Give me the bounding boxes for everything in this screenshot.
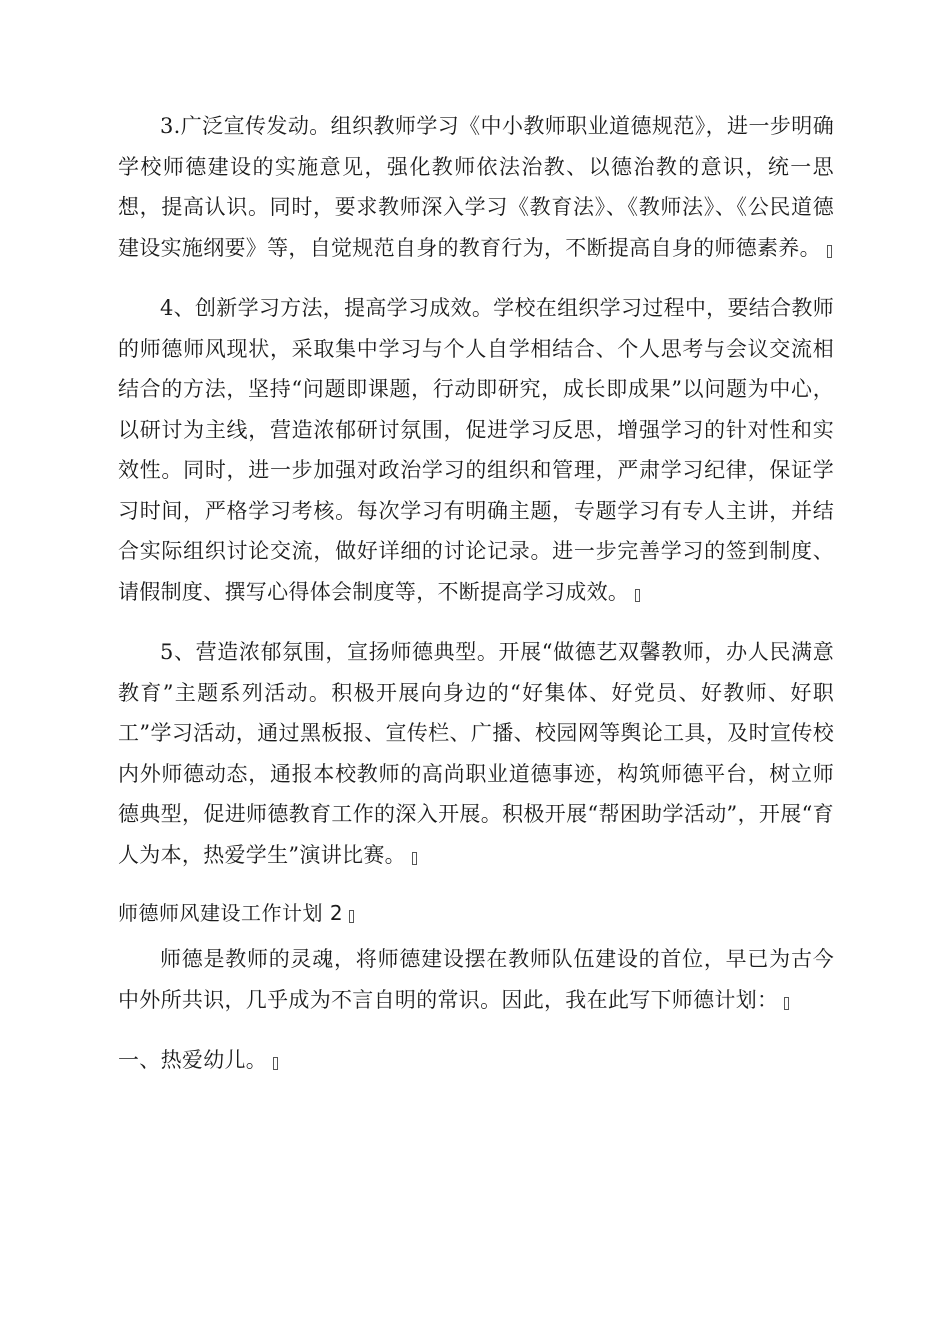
document-page	[118, 106, 834, 1080]
paragraph-4	[118, 288, 834, 612]
paragraph-mark-icon	[349, 910, 354, 923]
paragraph-mark-icon	[273, 1057, 278, 1070]
intro-paragraph	[118, 939, 834, 1020]
list-item	[118, 1040, 834, 1080]
paragraph-3-text: 3.广泛宣传发动。组织教师学习《中小教师职业道德规范》，进一步明确学校师德建设的实施意见，强化教师依法治教、以德治教的意识，统一思想，提高认识。同时，要求教师深入学习《教育法》、《教师法》、《公民道德建设实施纲要》等，自觉规范自身的教育行为，不断提高自身的师德素养。	[118, 114, 834, 260]
section-heading-text: 师德师风建设工作计划 2	[118, 901, 344, 925]
section-heading	[118, 893, 834, 933]
paragraph-4-text: 4、创新学习方法，提高学习成效。学校在组织学习过程中，要结合教师的师德师风现状，采取集中学习与个人自学相结合、个人思考与会议交流相结合的方法，坚持“问题即课题，行动即研究，成长即成果”以问题为中心，以研讨为主线，营造浓郁研讨氛围，促进学习反思，增强学习的针对性和实效性。同时，进一步加强对政治学习的组织和管理，严肃学习纪律，保证学习时间，严格学习考核。每次学习有明确主题，专题学习有专人主讲，并结合实际组织讨论交流，做好详细的讨论记录。进一步完善学习的签到制度、请假制度、撰写心得体会制度等，不断提高学习成效。	[118, 296, 834, 604]
paragraph-3	[118, 106, 834, 268]
paragraph-mark-icon	[635, 589, 640, 602]
paragraph-5-text: 5、营造浓郁氛围，宣扬师德典型。开展“做德艺双馨教师，办人民满意教育”主题系列活动。积极开展向身边的“好集体、好党员、好教师、好职工”学习活动，通过黑板报、宣传栏、广播、校园网等舆论工具，及时宣传校内外师德动态，通报本校教师的高尚职业道德事迹，构筑师德平台，树立师德典型，促进师德教育工作的深入开展。积极开展“帮困助学活动”，开展“育人为本，热爱学生”演讲比赛。	[118, 640, 834, 867]
paragraph-mark-icon	[412, 852, 417, 865]
paragraph-mark-icon	[827, 245, 832, 258]
intro-paragraph-text: 师德是教师的灵魂，将师德建设摆在教师队伍建设的首位，早已为古今中外所共识，几乎成为不言自明的常识。因此，我在此写下师德计划：	[118, 947, 834, 1012]
paragraph-5	[118, 632, 834, 875]
paragraph-mark-icon	[784, 997, 789, 1010]
list-item-text: 一、热爱幼儿。	[118, 1048, 268, 1072]
